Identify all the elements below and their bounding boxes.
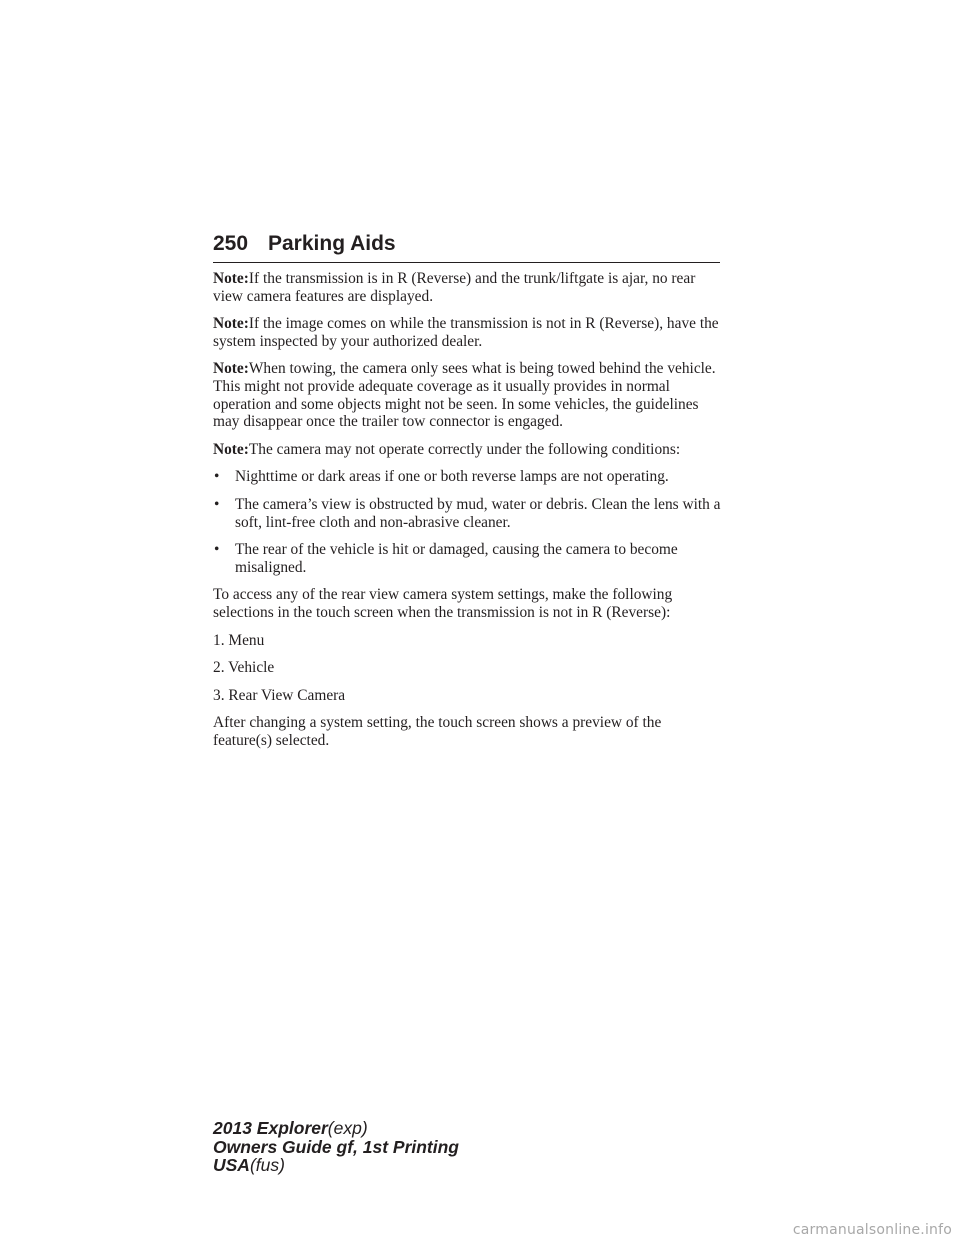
footer-market: USA <box>213 1155 250 1175</box>
footer-line-market <box>213 1156 459 1175</box>
condition-bullet <box>213 541 723 576</box>
note-label: Note: <box>213 270 249 287</box>
footer-model: 2013 Explorer <box>213 1118 328 1138</box>
bullet-dot: • <box>214 541 220 559</box>
note-text: When towing, the camera only sees what is being towed behind the vehicle. This might not provide adequate coverage as it usually provides in normal operation and some objects might not be seen. In some vehicles, the guidelines may disappear once the trailer tow connector is engaged. <box>213 360 716 431</box>
section-title: Parking Aids <box>268 232 396 255</box>
condition-bullet <box>213 468 723 486</box>
note-towing <box>213 360 723 430</box>
step-vehicle: 2. Vehicle <box>213 659 275 677</box>
closing-paragraph: After changing a system setting, the touch screen shows a preview of the feature(s) selected. <box>213 714 662 749</box>
condition-bullet <box>213 496 723 531</box>
note-label: Note: <box>213 360 249 378</box>
footer-line-guide: Owners Guide gf, 1st Printing <box>213 1136 459 1157</box>
note-label: Note: <box>213 315 249 333</box>
bullet-dot: • <box>214 468 220 486</box>
note-text: If the image comes on while the transmission is not in R (Reverse), have the system inspected by your authorized dealer. <box>213 315 719 350</box>
note-reverse-liftgate <box>213 270 723 305</box>
note-label: Note: <box>213 440 249 458</box>
step-menu: 1. Menu <box>213 631 265 649</box>
note-text: The camera may not operate correctly under the following conditions: <box>248 440 681 458</box>
bullet-dot: • <box>214 495 220 513</box>
access-intro: To access any of the rear view camera system settings, make the following selections in the touch screen when the transmission is not in R (Reverse): <box>213 586 673 621</box>
note-conditions <box>213 441 723 459</box>
document-footer <box>213 1119 459 1175</box>
page-header <box>213 232 720 263</box>
condition-text: The rear of the vehicle is hit or damaged, causing the camera to become misaligned. <box>235 541 678 576</box>
condition-text: Nighttime or dark areas if one or both reverse lamps are not operating. <box>235 468 669 486</box>
footer-model-code: (exp) <box>327 1118 368 1138</box>
page-body <box>213 270 723 759</box>
footer-line-model <box>213 1119 459 1138</box>
condition-text: The camera’s view is obstructed by mud, water or debris. Clean the lens with a soft, lint-free cloth and non-abrasive cleaner. <box>235 495 721 531</box>
note-image-not-reverse <box>213 315 723 350</box>
note-text: If the transmission is in R (Reverse) and the trunk/liftgate is ajar, no rear view camera features are displayed. <box>213 270 696 305</box>
step-rear-view-camera: 3. Rear View Camera <box>213 686 346 704</box>
watermark: carmanualsonline.info <box>792 1222 952 1238</box>
page-number: 250 <box>213 232 249 255</box>
footer-market-code: (fus) <box>249 1155 285 1175</box>
